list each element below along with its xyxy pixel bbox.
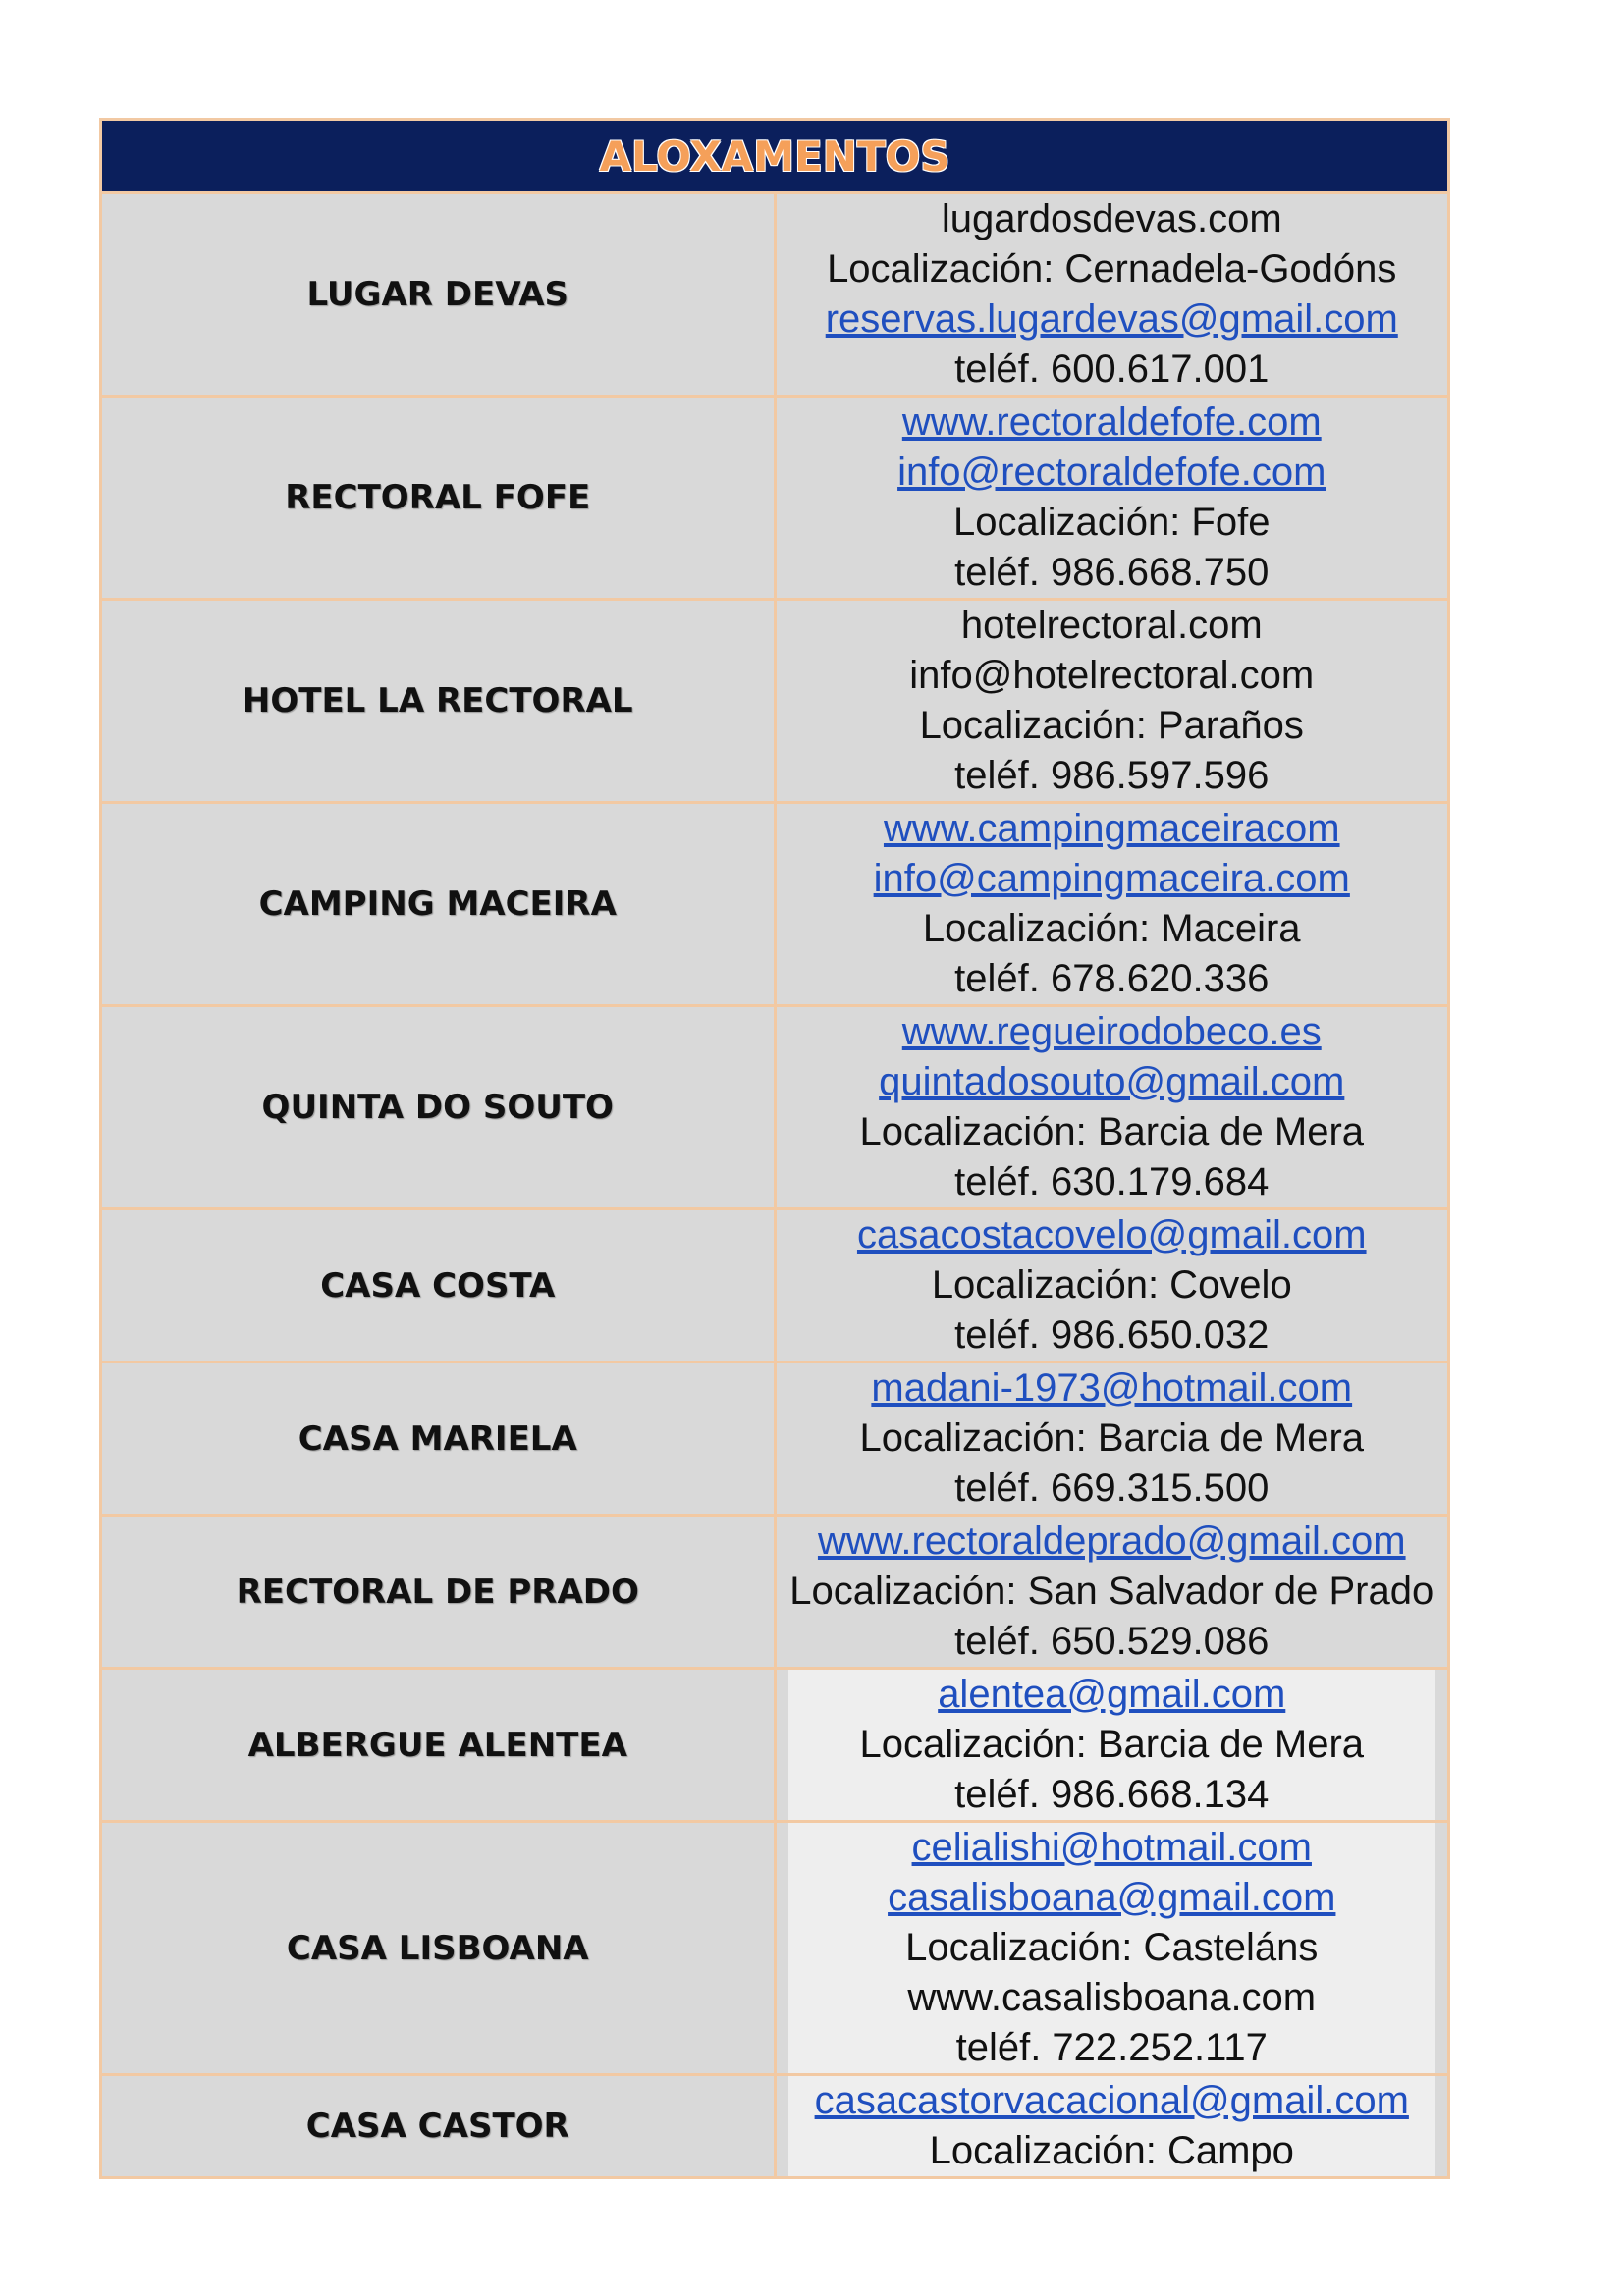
accommodation-contact-cell [775,1669,1449,1822]
accommodation-table [99,118,1450,2179]
contact-text: teléf. 669.315.500 [954,1467,1270,1510]
contact-text: Localización: Cernadela-Godóns [827,247,1397,291]
contact-text: teléf. 986.650.032 [954,1313,1270,1357]
accommodation-contact-cell [775,1516,1449,1669]
contact-link[interactable]: casalisboana@gmail.com [888,1876,1336,1919]
contact-text: Localización: Maceira [922,907,1301,950]
accommodation-name: CASA LISBOANA [101,1822,776,2075]
contact-text: www.casalisboana.com [907,1976,1317,2019]
table-header-row [101,120,1449,193]
accommodation-contact-cell [775,803,1449,1006]
contact-link[interactable]: info@campingmaceira.com [873,857,1350,900]
table-row [101,1362,1449,1516]
table-body [101,193,1449,2178]
contact-link[interactable]: casacastorvacacional@gmail.com [814,2079,1409,2122]
contact-link[interactable]: madani-1973@hotmail.com [871,1366,1353,1410]
contact-text: Localización: Barcia de Mera [859,1110,1365,1153]
contact-text: teléf. 986.668.134 [954,1773,1270,1816]
contact-link[interactable]: quintadosouto@gmail.com [879,1060,1345,1103]
accommodation-name: QUINTA DO SOUTO [101,1006,776,1209]
table-title: ALOXAMENTOS [101,120,1449,193]
contact-link[interactable]: www.regueirodobeco.es [901,1010,1322,1053]
accommodation-name: HOTEL LA RECTORAL [101,600,776,803]
accommodation-contact-cell [775,1822,1449,2075]
accommodation-contact-cell [775,600,1449,803]
accommodation-contact-cell [775,1362,1449,1516]
contact-link[interactable]: info@rectoraldefofe.com [897,451,1326,494]
contact-text: Localización: Paraños [919,704,1304,747]
table-row [101,803,1449,1006]
contact-text: teléf. 986.597.596 [954,754,1270,797]
accommodation-contact-cell [775,397,1449,600]
contact-text: Localización: Barcia de Mera [859,1416,1365,1460]
accommodation-name: LUGAR DEVAS [101,193,776,397]
contact-text: lugardosdevas.com [941,197,1282,240]
accommodation-name: CASA MARIELA [101,1362,776,1516]
contact-text: Localización: Fofe [953,501,1271,544]
table-row [101,2075,1449,2178]
accommodation-name: CAMPING MACEIRA [101,803,776,1006]
contact-link[interactable]: www.rectoraldeprado@gmail.com [817,1520,1406,1563]
table-row [101,193,1449,397]
contact-link[interactable]: casacostacovelo@gmail.com [856,1213,1367,1256]
contact-text: Localización: Casteláns [905,1926,1319,1969]
accommodation-contact-cell [775,1209,1449,1362]
contact-text: Localización: Campo [929,2129,1294,2172]
accommodation-name: RECTORAL DE PRADO [101,1516,776,1669]
contact-text: teléf. 722.252.117 [955,2026,1268,2069]
contact-text: teléf. 650.529.086 [954,1620,1270,1663]
contact-text: teléf. 600.617.001 [954,347,1270,391]
table-row [101,1516,1449,1669]
table-row [101,1006,1449,1209]
contact-link[interactable]: www.rectoraldefofe.com [901,400,1322,444]
contact-text: Localización: Covelo [931,1263,1292,1307]
table-row [101,1822,1449,2075]
table-row [101,1669,1449,1822]
contact-text: teléf. 986.668.750 [954,551,1270,594]
accommodation-name: CASA COSTA [101,1209,776,1362]
contact-text: info@hotelrectoral.com [909,654,1315,697]
accommodation-contact-cell [775,2075,1449,2178]
accommodation-name: ALBERGUE ALENTEA [101,1669,776,1822]
accommodation-contact-cell [775,1006,1449,1209]
contact-text: Localización: San Salvador de Prado [789,1570,1435,1613]
contact-text: teléf. 678.620.336 [954,957,1270,1000]
contact-link[interactable]: www.campingmaceiracom [883,807,1340,850]
accommodation-contact-cell [775,193,1449,397]
accommodation-name: CASA CASTOR [101,2075,776,2178]
contact-link[interactable]: celialishi@hotmail.com [911,1826,1312,1869]
contact-text: Localización: Barcia de Mera [859,1723,1365,1766]
table-row [101,1209,1449,1362]
contact-link[interactable]: alentea@gmail.com [938,1673,1286,1716]
contact-text: hotelrectoral.com [960,604,1263,647]
table-row [101,397,1449,600]
table-row [101,600,1449,803]
contact-text: teléf. 630.179.684 [954,1160,1270,1203]
accommodation-name: RECTORAL FOFE [101,397,776,600]
contact-link[interactable]: reservas.lugardevas@gmail.com [825,297,1398,341]
